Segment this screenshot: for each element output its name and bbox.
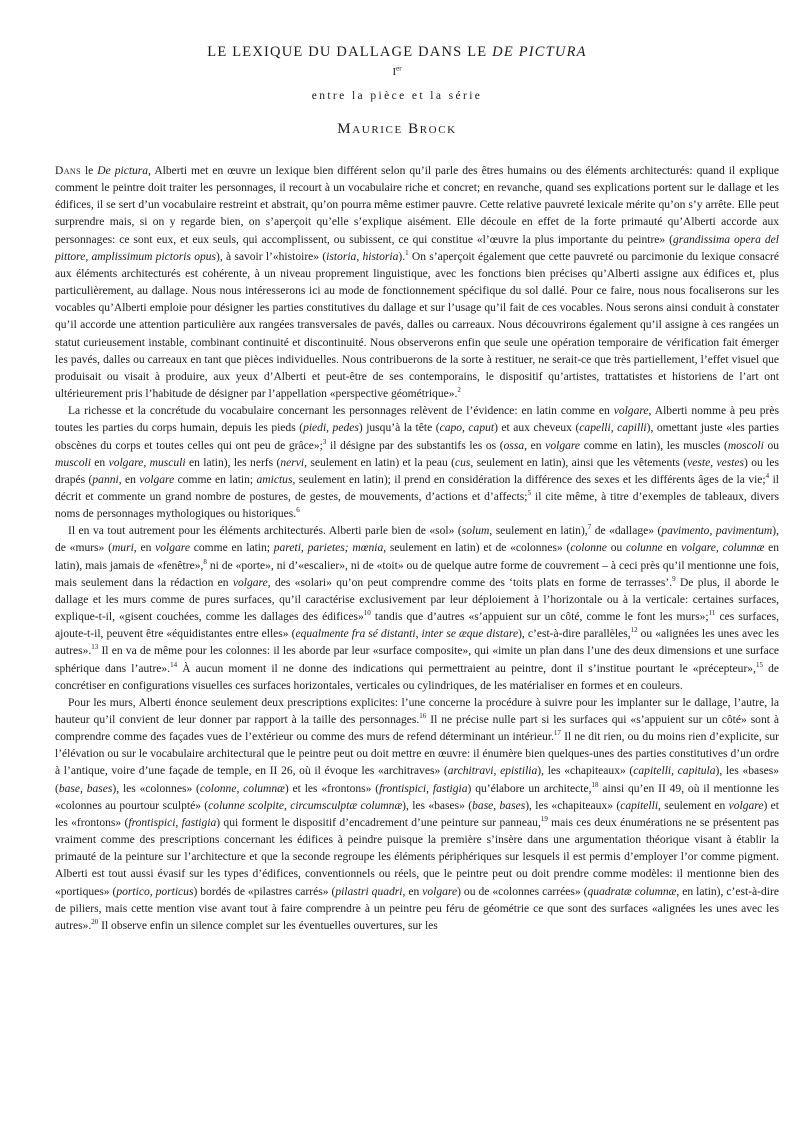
author-name: Maurice Brock: [337, 121, 457, 137]
dropcap-word: Dans: [55, 165, 81, 177]
paragraph-3: Il en va tout autrement pour les éléments architecturés. Alberti parle bien de «sol» (solum, seulement en latin),$^7$ de «dallage» (pavimento, pavimentum), de «murs» (muri, en volgare comme en latin; pareti, parietes; mœnia, seulement en latin) et de «colonnes» (colonne ou colunne en volgare, columnæ en latin), mais jamais de «fenêtre»,$^8$ ni de «porte», ni d’«escalier», ni de «toit» ou de quelque autre forme de couvrement – à ceci près qu’il mentionne une fois, mais seulement dans la rédaction en volgare, des «solari» qu’on peut comprendre comme des ‘toits plats en forme de terrasses’.$^9$ De plus, il aborde le dallage et les murs comme de pures surfaces, qu’il caractérise exclusivement par leur déploiement à l’horizontale ou à la verticale: certaines surfaces, explique-t-il, «gisent couchées, comme les dallages des édifices»$^{10}$ tandis que d’autres «s’appuient sur un côté, comme le font les murs»;$^{11}$ ces surfaces, ajoute-t-il, peuvent être «équidistantes entre elles» (equalmente fra sé distanti, inter se æque distare), c’est-à-dire parallèles,$^{12}$ ou «alignées les unes avec les autres».$^{13}$ Il en va de même pour les colonnes: il les aborde par leur «surface composite», qui «imite un plan dans l’une des deux dimensions et une surface sphérique dans l’autre».$^{14}$ À aucun moment il ne donne des indications qui permettraient au peintre, dont il s’institue pourtant le «précepteur»,$^{15}$ de concrétiser en configurations visuelles ces surfaces horizontales, verticales ou cylindriques, de les matérialiser en formes et en couleurs.: [55, 523, 780, 692]
article-title: [0, 44, 794, 61]
part-number: Ier: [392, 64, 402, 78]
article-subtitle: entre la pièce et la série: [311, 90, 483, 102]
article-body: [55, 163, 779, 935]
paragraph-1: [55, 163, 779, 403]
paragraph-text: le De pictura, Alberti met en œuvre un lexique bien différent selon qu’il parle des êtres humains ou des éléments architecturés: quand il explique comment le peintre doit traiter les personnages, il recourt à un vocabulaire riche et concret; en revanche, quand ses explications portent sur le dallage et les édifices, il se sert d’un vocabulaire restreint et abstrait, qu’on pourra même estimer pauvre. Cette relative pauvreté lexicale mérite qu’on s’y arrête. Elle peut surprendre mais, si on y regarde bien, on s’aperçoit qu’elle s’explique aisément. Elle découle en effet de la forte primauté qu’Alberti accorde aux personnages: ce sont eux, et eux seuls, qui accomplissent, ou subissent, ce qui constitue «l’œuvre la plus importante du peintre» (grandissima opera del pittore, amplissimum pictoris opus), à savoir l’«histoire» (istoria, historia).$^1$ On s’aperçoit également que cette pauvreté ou parcimonie du lexique consacré aux éléments architecturés est cohérente, à un niveau proprement linguistique, avec les fonctions bien précises qu’Alberti assigne aux édifices et, plus particulièrement, au dallage. Nous nous intéresserons ici au mode de fonctionnement spécifique du sol dallé. Pour ce faire, nous nous focaliserons sur les vocables qu’Alberti emploie pour désigner les parties constitutives du dallage et sur l’usage qu’il fait de ces vocables. Nous serons ainsi conduit à constater qu’il accorde une attention particulière aux rangées transversales de pavés, dalles ou carreaux. Nous découvrirons également qu’il assigne à ces rangées un statut curieusement instable, combinant continuité et discontinuité. Nous observerons enfin que seule une opération temporaire de vérification fait émerger les pavés, dalles ou carreaux en tant que pièces individuelles. Nous contribuerons de la sorte à restituer, ne serait-ce que très partiellement, l’effet visuel que produisait ou visait à produire, aux yeux d’Alberti et peut-être de ses contemporains, le dispositif qu’artistes, trattatistes et historiens de l’art ont ultérieurement pris l’habitude de désigner par l’appellation «perspective géométrique».$^2$: [55, 165, 780, 401]
paragraph-4: Pour les murs, Alberti énonce seulement deux prescriptions explicites: l’une concerne la procédure à suivre pour les implanter sur le dallage, l’autre, la hauteur qu’il convient de leur donner par rapport à la taille des personnages.$^{16}$ Il ne précise nulle part si les surfaces qui «s’appuient sur un côté» sont à comprendre comme des façades vues de l’extérieur ou comme des murs de refend déterminant un intérieur.$^{17}$ Il ne dit rien, ou du moins rien d’explicite, sur l’élévation ou sur le vocabulaire architectural que le peintre peut ou doit mettre en œuvre: il énumère bien quelques-unes des parties constitutives d’un ordre à l’antique, voire d’une façade de temple, en II 26, où il évoque les «architraves» (architravi, epistilia), les «chapiteaux» (capitelli, capitula), les «bases» (base, bases), les «colonnes» (colonne, columnæ) et les «frontons» (frontispici, fastigia) qu’élabore un architecte,$^{18}$ ainsi qu’en II 49, où il mentionne les «colonnes au pourtour sculpté» (colunne scolpite, circumsculptæ columnæ), les «bases» (base, bases), les «chapiteaux» (capitelli, seulement en volgare) et les «frontons» (frontispici, fastigia) qui forment le dispositif d’encadrement d’une peinture sur panneau,$^{19}$ mais ces deux énumérations ne se présentent pas vraiment comme des prescriptions concernant les édifices à peindre puisque la première s’insère dans une argumentation théorique visant à établir la primauté de la peinture sur l’architecture et que la seconde regroupe les éléments périphériques sur lesquels il est permis d’employer l’or comme pigment. Alberti est tout aussi évasif sur les types d’édifices, conventionnels ou réels, que le peintre peut ou doit prendre comme modèles: il mentionne bien des «portiques» (portico, porticus) bordés de «pilastres carrés» (pilastri quadri, en volgare) ou de «colonnes carrées» (quadratæ columnæ, en latin), c’est-à-dire de piliers, mais cette mention vise avant tout à faire comprendre à un peintre peu féru de géométrie ce que sont des surfaces «alignées les unes avec les autres».$^{20}$ Il observe enfin un silence complet sur les éventuelles ouvertures, sur les: [55, 696, 780, 932]
paragraph-2: La richesse et la concrétude du vocabulaire concernant les personnages relèvent de l’évidence: en latin comme en volgare, Alberti nomme à peu près toutes les parties du corps humain, depuis les pieds (piedi, pedes) jusqu’à la tête (capo, caput) et aux cheveux (capelli, capilli), omettant juste «les parties obscènes du corps et toutes celles qui ont peu de grâce»;$^3$ il désigne par des substantifs les os (ossa, en volgare comme en latin), les muscles (moscoli ou muscoli en volgare, musculi en latin), les nerfs (nervi, seulement en latin) et la peau (cus, seulement en latin), ainsi que les vêtements (veste, vestes) ou les drapés (panni, en volgare comme en latin; amictus, seulement en latin); il prend en considération la différence des sexes et les différents âges de la vie;$^4$ il décrit et commente un grand nombre de postures, de gestes, de mouvements, d’actions et d’affects;$^5$ il cite même, à titre d’exemples de tableaux, divers noms de personnages mythologiques ou historiques.$^6$: [55, 405, 780, 521]
title-italic: DE PICTURA: [492, 44, 587, 60]
title-roman: LE LEXIQUE DU DALLAGE DANS LE: [207, 44, 493, 60]
